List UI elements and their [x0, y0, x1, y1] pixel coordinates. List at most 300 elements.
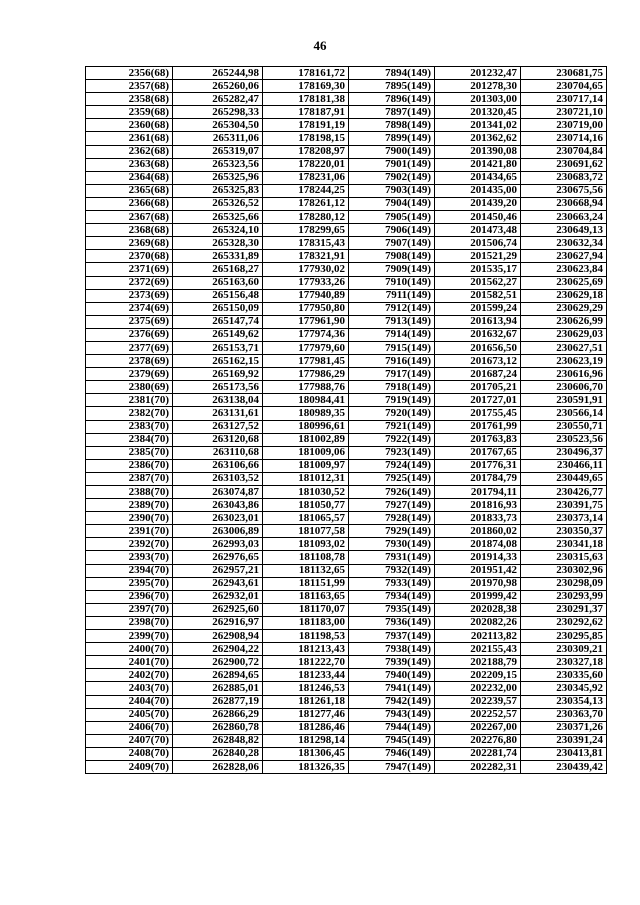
point-number-left-cell: 2362(68)	[86, 145, 173, 158]
x-coordinate-left-cell: 265328,30	[173, 237, 263, 250]
point-number-right-cell: 7900(149)	[349, 145, 435, 158]
y-coordinate-right-cell: 230523,56	[521, 433, 607, 446]
point-number-left-cell: 2369(68)	[86, 237, 173, 250]
y-coordinate-left-cell: 181093,02	[263, 538, 349, 551]
y-coordinate-right-cell: 230719,00	[521, 119, 607, 132]
table-row	[86, 224, 607, 237]
y-coordinate-left-cell: 178244,25	[263, 184, 349, 197]
x-coordinate-right-cell: 201562,27	[435, 276, 521, 289]
point-number-left-cell: 2359(68)	[86, 106, 173, 119]
y-coordinate-right-cell: 230413,81	[521, 747, 607, 760]
y-coordinate-left-cell: 177986,29	[263, 368, 349, 381]
y-coordinate-left-cell: 181222,70	[263, 656, 349, 669]
table-row	[86, 538, 607, 551]
table-row	[86, 171, 607, 184]
y-coordinate-left-cell: 181286,46	[263, 721, 349, 734]
y-coordinate-left-cell: 177961,90	[263, 315, 349, 328]
x-coordinate-left-cell: 265324,10	[173, 224, 263, 237]
y-coordinate-left-cell: 181306,45	[263, 747, 349, 760]
y-coordinate-right-cell: 230466,11	[521, 459, 607, 472]
point-number-right-cell: 7946(149)	[349, 747, 435, 760]
y-coordinate-left-cell: 181326,35	[263, 760, 349, 773]
y-coordinate-left-cell: 181151,99	[263, 577, 349, 590]
table-row	[86, 237, 607, 250]
point-number-right-cell: 7920(149)	[349, 407, 435, 420]
y-coordinate-left-cell: 178231,06	[263, 171, 349, 184]
point-number-right-cell: 7916(149)	[349, 355, 435, 368]
y-coordinate-left-cell: 181002,89	[263, 433, 349, 446]
y-coordinate-right-cell: 230625,69	[521, 276, 607, 289]
y-coordinate-right-cell: 230363,70	[521, 708, 607, 721]
y-coordinate-right-cell: 230426,77	[521, 486, 607, 499]
x-coordinate-right-cell: 201761,99	[435, 420, 521, 433]
y-coordinate-right-cell: 230373,14	[521, 512, 607, 525]
point-number-right-cell: 7896(149)	[349, 93, 435, 106]
y-coordinate-right-cell: 230683,72	[521, 171, 607, 184]
x-coordinate-left-cell: 262943,61	[173, 577, 263, 590]
x-coordinate-left-cell: 263006,89	[173, 525, 263, 538]
x-coordinate-right-cell: 201784,79	[435, 472, 521, 485]
point-number-left-cell: 2397(70)	[86, 603, 173, 616]
y-coordinate-left-cell: 177950,80	[263, 302, 349, 315]
table-row	[86, 420, 607, 433]
y-coordinate-left-cell: 181009,97	[263, 459, 349, 472]
y-coordinate-right-cell: 230623,19	[521, 355, 607, 368]
table-row	[86, 682, 607, 695]
table-row	[86, 747, 607, 760]
x-coordinate-right-cell: 201914,33	[435, 551, 521, 564]
y-coordinate-right-cell: 230335,60	[521, 669, 607, 682]
table-row	[86, 119, 607, 132]
table-row	[86, 630, 607, 643]
y-coordinate-left-cell: 181183,00	[263, 616, 349, 629]
table-row	[86, 459, 607, 472]
point-number-right-cell: 7935(149)	[349, 603, 435, 616]
point-number-right-cell: 7926(149)	[349, 486, 435, 499]
y-coordinate-right-cell: 230291,37	[521, 603, 607, 616]
x-coordinate-right-cell: 201673,12	[435, 355, 521, 368]
point-number-right-cell: 7925(149)	[349, 472, 435, 485]
x-coordinate-right-cell: 201687,24	[435, 368, 521, 381]
x-coordinate-left-cell: 265325,96	[173, 171, 263, 184]
point-number-left-cell: 2387(70)	[86, 472, 173, 485]
table-row	[86, 315, 607, 328]
point-number-right-cell: 7899(149)	[349, 132, 435, 145]
x-coordinate-left-cell: 262894,65	[173, 669, 263, 682]
table-row	[86, 381, 607, 394]
table-row	[86, 407, 607, 420]
y-coordinate-left-cell: 181132,65	[263, 564, 349, 577]
y-coordinate-left-cell: 181012,31	[263, 472, 349, 485]
x-coordinate-left-cell: 265260,06	[173, 80, 263, 93]
y-coordinate-right-cell: 230354,13	[521, 695, 607, 708]
x-coordinate-right-cell: 201439,20	[435, 197, 521, 210]
table-row	[86, 525, 607, 538]
x-coordinate-right-cell: 201535,17	[435, 263, 521, 276]
y-coordinate-right-cell: 230627,94	[521, 250, 607, 263]
point-number-left-cell: 2381(70)	[86, 394, 173, 407]
x-coordinate-left-cell: 263127,52	[173, 420, 263, 433]
x-coordinate-left-cell: 265163,60	[173, 276, 263, 289]
point-number-left-cell: 2383(70)	[86, 420, 173, 433]
x-coordinate-right-cell: 201506,74	[435, 237, 521, 250]
table-row	[86, 486, 607, 499]
x-coordinate-left-cell: 262957,21	[173, 564, 263, 577]
x-coordinate-right-cell: 201833,73	[435, 512, 521, 525]
point-number-right-cell: 7903(149)	[349, 184, 435, 197]
y-coordinate-right-cell: 230391,75	[521, 499, 607, 512]
table-row	[86, 734, 607, 747]
x-coordinate-left-cell: 265153,71	[173, 341, 263, 354]
x-coordinate-right-cell: 201755,45	[435, 407, 521, 420]
y-coordinate-left-cell: 181163,65	[263, 590, 349, 603]
y-coordinate-right-cell: 230691,62	[521, 158, 607, 171]
point-number-left-cell: 2373(69)	[86, 289, 173, 302]
point-number-left-cell: 2370(68)	[86, 250, 173, 263]
x-coordinate-right-cell: 201656,50	[435, 341, 521, 354]
table-row	[86, 276, 607, 289]
y-coordinate-right-cell: 230616,96	[521, 368, 607, 381]
y-coordinate-left-cell: 177981,45	[263, 355, 349, 368]
x-coordinate-left-cell: 265282,47	[173, 93, 263, 106]
point-number-right-cell: 7947(149)	[349, 760, 435, 773]
x-coordinate-right-cell: 202281,74	[435, 747, 521, 760]
point-number-left-cell: 2394(70)	[86, 564, 173, 577]
point-number-right-cell: 7895(149)	[349, 80, 435, 93]
x-coordinate-right-cell: 201435,00	[435, 184, 521, 197]
y-coordinate-right-cell: 230626,99	[521, 315, 607, 328]
point-number-left-cell: 2404(70)	[86, 695, 173, 708]
x-coordinate-left-cell: 263043,86	[173, 499, 263, 512]
point-number-left-cell: 2366(68)	[86, 197, 173, 210]
y-coordinate-left-cell: 181213,43	[263, 643, 349, 656]
point-number-right-cell: 7928(149)	[349, 512, 435, 525]
point-number-left-cell: 2380(69)	[86, 381, 173, 394]
x-coordinate-left-cell: 263138,04	[173, 394, 263, 407]
y-coordinate-right-cell: 230371,26	[521, 721, 607, 734]
point-number-right-cell: 7937(149)	[349, 630, 435, 643]
point-number-left-cell: 2382(70)	[86, 407, 173, 420]
y-coordinate-right-cell: 230623,84	[521, 263, 607, 276]
point-number-right-cell: 7913(149)	[349, 315, 435, 328]
point-number-right-cell: 7894(149)	[349, 67, 435, 80]
point-number-left-cell: 2400(70)	[86, 643, 173, 656]
y-coordinate-right-cell: 230649,13	[521, 224, 607, 237]
y-coordinate-left-cell: 177988,76	[263, 381, 349, 394]
point-number-right-cell: 7911(149)	[349, 289, 435, 302]
point-number-right-cell: 7944(149)	[349, 721, 435, 734]
point-number-right-cell: 7941(149)	[349, 682, 435, 695]
point-number-right-cell: 7915(149)	[349, 341, 435, 354]
table-row	[86, 106, 607, 119]
x-coordinate-right-cell: 202282,31	[435, 760, 521, 773]
x-coordinate-left-cell: 263074,87	[173, 486, 263, 499]
point-number-right-cell: 7933(149)	[349, 577, 435, 590]
point-number-right-cell: 7931(149)	[349, 551, 435, 564]
y-coordinate-left-cell: 181277,46	[263, 708, 349, 721]
point-number-left-cell: 2389(70)	[86, 499, 173, 512]
y-coordinate-left-cell: 178321,91	[263, 250, 349, 263]
x-coordinate-right-cell: 202252,57	[435, 708, 521, 721]
table-row	[86, 499, 607, 512]
x-coordinate-left-cell: 262840,28	[173, 747, 263, 760]
y-coordinate-left-cell: 178181,38	[263, 93, 349, 106]
point-number-right-cell: 7943(149)	[349, 708, 435, 721]
table-row	[86, 760, 607, 773]
point-number-left-cell: 2357(68)	[86, 80, 173, 93]
point-number-right-cell: 7934(149)	[349, 590, 435, 603]
x-coordinate-right-cell: 202267,00	[435, 721, 521, 734]
y-coordinate-left-cell: 181077,58	[263, 525, 349, 538]
y-coordinate-left-cell: 180984,41	[263, 394, 349, 407]
point-number-left-cell: 2409(70)	[86, 760, 173, 773]
point-number-right-cell: 7897(149)	[349, 106, 435, 119]
y-coordinate-right-cell: 230345,92	[521, 682, 607, 695]
x-coordinate-left-cell: 265319,07	[173, 145, 263, 158]
table-row	[86, 590, 607, 603]
point-number-right-cell: 7927(149)	[349, 499, 435, 512]
x-coordinate-left-cell: 262976,65	[173, 551, 263, 564]
table-row	[86, 211, 607, 224]
point-number-right-cell: 7936(149)	[349, 616, 435, 629]
y-coordinate-left-cell: 178169,30	[263, 80, 349, 93]
y-coordinate-left-cell: 181170,07	[263, 603, 349, 616]
y-coordinate-right-cell: 230668,94	[521, 197, 607, 210]
y-coordinate-right-cell: 230704,65	[521, 80, 607, 93]
x-coordinate-left-cell: 262885,01	[173, 682, 263, 695]
x-coordinate-left-cell: 265169,92	[173, 368, 263, 381]
table-row	[86, 132, 607, 145]
point-number-left-cell: 2360(68)	[86, 119, 173, 132]
y-coordinate-left-cell: 181298,14	[263, 734, 349, 747]
point-number-left-cell: 2371(69)	[86, 263, 173, 276]
y-coordinate-left-cell: 177974,36	[263, 328, 349, 341]
point-number-left-cell: 2377(69)	[86, 341, 173, 354]
y-coordinate-left-cell: 178187,91	[263, 106, 349, 119]
table-row	[86, 721, 607, 734]
table-row	[86, 669, 607, 682]
y-coordinate-left-cell: 178198,15	[263, 132, 349, 145]
x-coordinate-left-cell: 262828,06	[173, 760, 263, 773]
x-coordinate-left-cell: 265325,83	[173, 184, 263, 197]
x-coordinate-right-cell: 202188,79	[435, 656, 521, 669]
point-number-left-cell: 2402(70)	[86, 669, 173, 682]
coordinates-table-body	[86, 67, 607, 774]
point-number-left-cell: 2363(68)	[86, 158, 173, 171]
point-number-left-cell: 2388(70)	[86, 486, 173, 499]
y-coordinate-left-cell: 181050,77	[263, 499, 349, 512]
y-coordinate-right-cell: 230591,91	[521, 394, 607, 407]
table-row	[86, 184, 607, 197]
point-number-right-cell: 7921(149)	[349, 420, 435, 433]
x-coordinate-right-cell: 202232,00	[435, 682, 521, 695]
x-coordinate-right-cell: 201951,42	[435, 564, 521, 577]
x-coordinate-left-cell: 262908,94	[173, 630, 263, 643]
coordinates-table	[85, 66, 607, 774]
x-coordinate-right-cell: 201390,08	[435, 145, 521, 158]
table-row	[86, 512, 607, 525]
point-number-right-cell: 7898(149)	[349, 119, 435, 132]
y-coordinate-left-cell: 181009,06	[263, 446, 349, 459]
x-coordinate-left-cell: 265325,66	[173, 211, 263, 224]
y-coordinate-right-cell: 230293,99	[521, 590, 607, 603]
x-coordinate-right-cell: 201434,65	[435, 171, 521, 184]
table-row	[86, 302, 607, 315]
point-number-right-cell: 7938(149)	[349, 643, 435, 656]
point-number-left-cell: 2375(69)	[86, 315, 173, 328]
table-row	[86, 250, 607, 263]
y-coordinate-left-cell: 181065,57	[263, 512, 349, 525]
point-number-left-cell: 2356(68)	[86, 67, 173, 80]
table-row	[86, 433, 607, 446]
point-number-left-cell: 2390(70)	[86, 512, 173, 525]
table-row	[86, 551, 607, 564]
y-coordinate-left-cell: 181108,78	[263, 551, 349, 564]
x-coordinate-right-cell: 201794,11	[435, 486, 521, 499]
y-coordinate-right-cell: 230439,42	[521, 760, 607, 773]
point-number-left-cell: 2372(69)	[86, 276, 173, 289]
x-coordinate-right-cell: 201874,08	[435, 538, 521, 551]
y-coordinate-right-cell: 230629,03	[521, 328, 607, 341]
point-number-right-cell: 7932(149)	[349, 564, 435, 577]
point-number-right-cell: 7914(149)	[349, 328, 435, 341]
x-coordinate-right-cell: 201362,62	[435, 132, 521, 145]
y-coordinate-right-cell: 230627,51	[521, 341, 607, 354]
table-row	[86, 446, 607, 459]
y-coordinate-left-cell: 178220,01	[263, 158, 349, 171]
point-number-left-cell: 2365(68)	[86, 184, 173, 197]
table-row	[86, 289, 607, 302]
y-coordinate-left-cell: 178191,19	[263, 119, 349, 132]
table-row	[86, 80, 607, 93]
point-number-right-cell: 7904(149)	[349, 197, 435, 210]
x-coordinate-left-cell: 265173,56	[173, 381, 263, 394]
table-row	[86, 197, 607, 210]
table-row	[86, 93, 607, 106]
y-coordinate-left-cell: 177979,60	[263, 341, 349, 354]
point-number-left-cell: 2378(69)	[86, 355, 173, 368]
table-row	[86, 616, 607, 629]
x-coordinate-right-cell: 201232,47	[435, 67, 521, 80]
point-number-right-cell: 7942(149)	[349, 695, 435, 708]
x-coordinate-right-cell: 202239,57	[435, 695, 521, 708]
y-coordinate-right-cell: 230714,16	[521, 132, 607, 145]
y-coordinate-right-cell: 230629,29	[521, 302, 607, 315]
y-coordinate-right-cell: 230704,84	[521, 145, 607, 158]
point-number-left-cell: 2385(70)	[86, 446, 173, 459]
x-coordinate-right-cell: 201763,83	[435, 433, 521, 446]
table-row	[86, 355, 607, 368]
point-number-right-cell: 7901(149)	[349, 158, 435, 171]
x-coordinate-right-cell: 201582,51	[435, 289, 521, 302]
point-number-left-cell: 2368(68)	[86, 224, 173, 237]
point-number-left-cell: 2367(68)	[86, 211, 173, 224]
table-row	[86, 368, 607, 381]
x-coordinate-left-cell: 263110,68	[173, 446, 263, 459]
table-row	[86, 67, 607, 80]
y-coordinate-right-cell: 230629,18	[521, 289, 607, 302]
point-number-left-cell: 2391(70)	[86, 525, 173, 538]
x-coordinate-right-cell: 201727,01	[435, 394, 521, 407]
point-number-left-cell: 2374(69)	[86, 302, 173, 315]
y-coordinate-left-cell: 177930,02	[263, 263, 349, 276]
y-coordinate-left-cell: 181246,53	[263, 682, 349, 695]
x-coordinate-right-cell: 201278,30	[435, 80, 521, 93]
y-coordinate-right-cell: 230327,18	[521, 656, 607, 669]
x-coordinate-right-cell: 201816,93	[435, 499, 521, 512]
x-coordinate-right-cell: 202276,80	[435, 734, 521, 747]
x-coordinate-right-cell: 202113,82	[435, 630, 521, 643]
point-number-left-cell: 2376(69)	[86, 328, 173, 341]
point-number-left-cell: 2401(70)	[86, 656, 173, 669]
y-coordinate-right-cell: 230315,63	[521, 551, 607, 564]
x-coordinate-left-cell: 265156,48	[173, 289, 263, 302]
y-coordinate-right-cell: 230302,96	[521, 564, 607, 577]
point-number-right-cell: 7909(149)	[349, 263, 435, 276]
table-row	[86, 708, 607, 721]
y-coordinate-right-cell: 230566,14	[521, 407, 607, 420]
x-coordinate-left-cell: 263131,61	[173, 407, 263, 420]
table-row	[86, 603, 607, 616]
point-number-right-cell: 7929(149)	[349, 525, 435, 538]
x-coordinate-left-cell: 262925,60	[173, 603, 263, 616]
x-coordinate-right-cell: 202209,15	[435, 669, 521, 682]
y-coordinate-right-cell: 230675,56	[521, 184, 607, 197]
y-coordinate-right-cell: 230681,75	[521, 67, 607, 80]
point-number-right-cell: 7918(149)	[349, 381, 435, 394]
x-coordinate-right-cell: 201632,67	[435, 328, 521, 341]
x-coordinate-right-cell: 201320,45	[435, 106, 521, 119]
point-number-left-cell: 2395(70)	[86, 577, 173, 590]
x-coordinate-left-cell: 263106,66	[173, 459, 263, 472]
y-coordinate-left-cell: 181198,53	[263, 630, 349, 643]
point-number-right-cell: 7905(149)	[349, 211, 435, 224]
table-row	[86, 394, 607, 407]
x-coordinate-left-cell: 262932,01	[173, 590, 263, 603]
point-number-left-cell: 2364(68)	[86, 171, 173, 184]
page-number: 46	[313, 38, 327, 53]
y-coordinate-left-cell: 181261,18	[263, 695, 349, 708]
point-number-right-cell: 7930(149)	[349, 538, 435, 551]
x-coordinate-left-cell: 265168,27	[173, 263, 263, 276]
x-coordinate-left-cell: 265150,09	[173, 302, 263, 315]
x-coordinate-left-cell: 265331,89	[173, 250, 263, 263]
x-coordinate-right-cell: 201303,00	[435, 93, 521, 106]
x-coordinate-right-cell: 201613,94	[435, 315, 521, 328]
table-row	[86, 145, 607, 158]
point-number-right-cell: 7945(149)	[349, 734, 435, 747]
y-coordinate-right-cell: 230663,24	[521, 211, 607, 224]
point-number-left-cell: 2403(70)	[86, 682, 173, 695]
x-coordinate-left-cell: 262848,82	[173, 734, 263, 747]
y-coordinate-right-cell: 230717,14	[521, 93, 607, 106]
x-coordinate-right-cell: 202082,26	[435, 616, 521, 629]
table-row	[86, 695, 607, 708]
point-number-right-cell: 7908(149)	[349, 250, 435, 263]
point-number-right-cell: 7906(149)	[349, 224, 435, 237]
y-coordinate-right-cell: 230606,70	[521, 381, 607, 394]
x-coordinate-left-cell: 262866,29	[173, 708, 263, 721]
point-number-left-cell: 2398(70)	[86, 616, 173, 629]
x-coordinate-right-cell: 201599,24	[435, 302, 521, 315]
y-coordinate-left-cell: 178261,12	[263, 197, 349, 210]
y-coordinate-left-cell: 178280,12	[263, 211, 349, 224]
x-coordinate-right-cell: 201860,02	[435, 525, 521, 538]
table-row	[86, 564, 607, 577]
point-number-left-cell: 2396(70)	[86, 590, 173, 603]
x-coordinate-left-cell: 263023,01	[173, 512, 263, 525]
x-coordinate-right-cell: 201776,31	[435, 459, 521, 472]
